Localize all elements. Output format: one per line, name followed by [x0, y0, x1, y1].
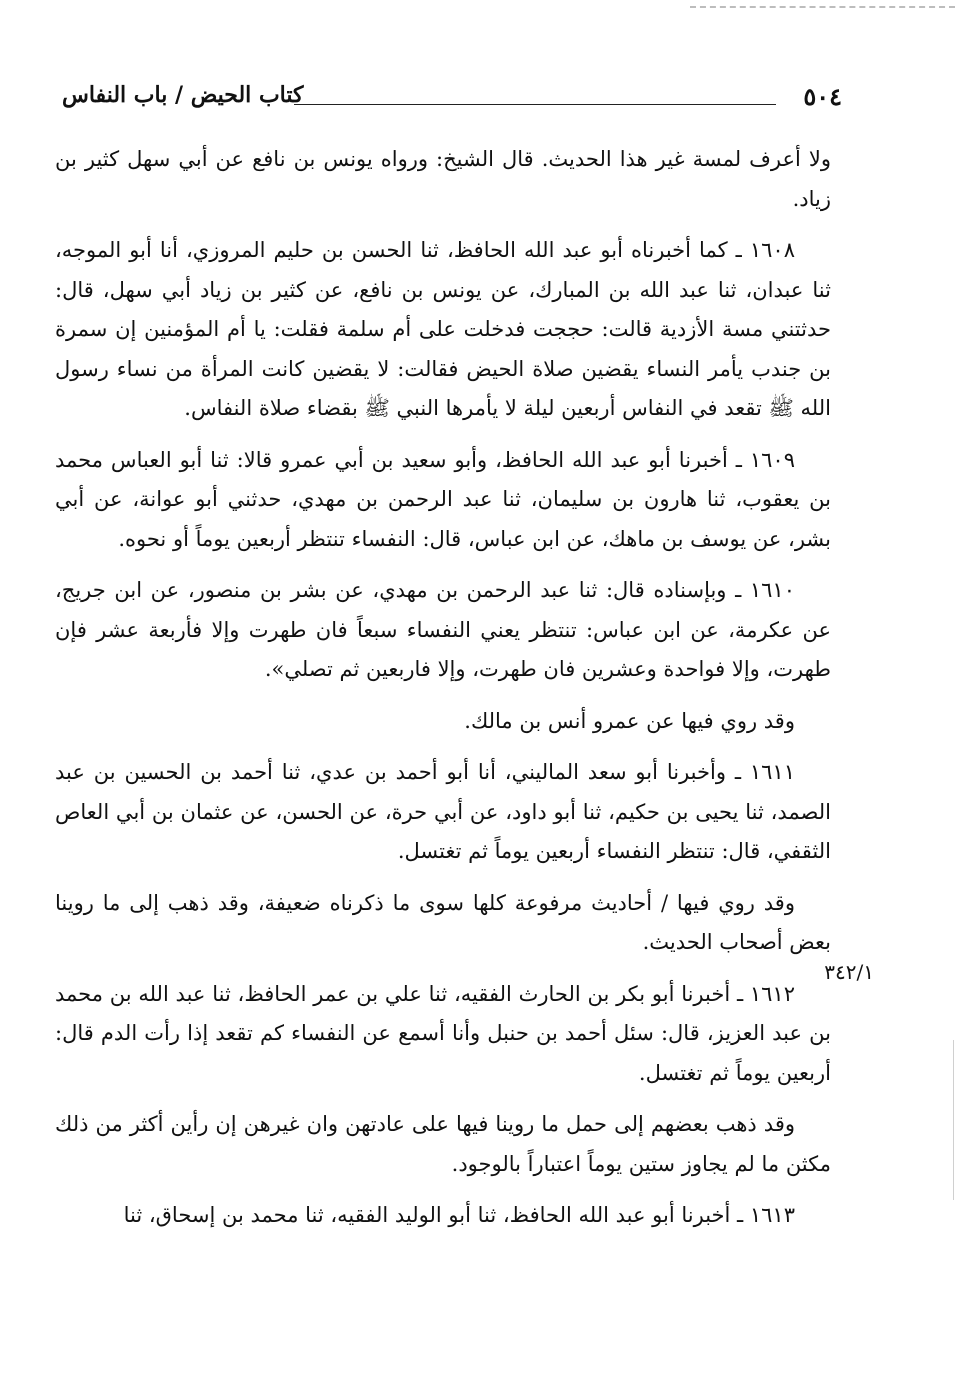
margin-reference: ٣٤٢/١: [824, 960, 874, 984]
hadith-1613: ١٦١٣ ـ أخبرنا أبو عبد الله الحافظ، ثنا أبو الوليد الفقيه، ثنا محمد بن إسحاق، ثنا: [123, 1203, 795, 1227]
paragraph-note-marfua: وقد روي فيها / أحاديث مرفوعة كلها سوى ما ذكرناه ضعيفة، وقد ذهب إلى ما روينا بعض أصحاب الحديث.: [55, 890, 831, 954]
page-number: ٥٠٤: [803, 82, 842, 111]
top-edge-dashes: [690, 6, 955, 8]
hadith-1612: ١٦١٢ ـ أخبرنا أبو بكر بن الحارث الفقيه، ثنا علي بن عمر الحافظ، ثنا عبد الله بن محمد بن عبد العزيز، قال: سئل أحمد بن حنبل وأنا أسمع عن النفساء كم تقعد إذا رأت الدم قال: أربعين يوماً ثم تغتسل.: [55, 981, 831, 1085]
header-rule: [294, 104, 776, 105]
hadith-1608: ١٦٠٨ ـ كما أخبرناه أبو عبد الله الحافظ، ثنا الحسن بن حليم المروزي، أنا أبو الموجه، ثنا عبدان، ثنا عبد الله بن المبارك، عن يونس بن نافع، عن كثير بن زياد أبي سهل، قال: حدثتني مسة الأزدية قالت: حججت فدخلت على أم سلمة فقلت: يا أم المؤمنين إن سمرة بن جندب يأمر النساء يقضين صلاة الحيض فقالت: لا يقضين كانت المرأة من نساء رسول الله ﷺ تقعد في النفاس أربعين ليلة لا يأمرها النبي ﷺ بقضاء صلاة النفاس.: [55, 238, 831, 420]
hadith-1610: ١٦١٠ ـ وبإسناده قال: ثنا عبد الرحمن بن مهدي، عن بشر بن منصور، عن ابن جريج، عن عكرمة، عن ابن عباس: تنتظر يعني النفساء سبعاً فان طهرت وإلا فأربعة عشر فإن طهرت، وإلا فواحدة وعشرين فان طهرت، وإلا فاربعين ثم تصلي».: [55, 578, 831, 681]
gutter-line: [953, 1040, 954, 1200]
paragraph-note-anas: وقد روي فيها عن عمرو أنس بن مالك.: [464, 708, 795, 733]
page-header: [62, 82, 842, 118]
body-text: [55, 140, 831, 1248]
paragraph-note-custom: وقد ذهب بعضهم إلى حمل ما روينا فيها على عادتهن وان غيرهن إن رأين أكثر من ذلك مكثن ما لم يجاوز ستين يوماً اعتباراً بالوجود.: [55, 1112, 831, 1176]
hadith-1611: ١٦١١ ـ وأخبرنا أبو سعد الماليني، أنا أبو أحمد بن عدي، ثنا أحمد بن الحسين بن عبد الصمد، ثنا يحيى بن حكيم، ثنا أبو داود، عن أبي حرة، عن الحسن، عن عثمان بن أبي العاص الثقفي، قال: تنتظر النفساء أربعين يوماً ثم تغتسل.: [55, 760, 831, 863]
running-title: كتاب الحيض / باب النفاس: [62, 82, 304, 108]
hadith-1609: ١٦٠٩ ـ أخبرنا أبو عبد الله الحافظ، وأبو سعيد بن أبي عمرو قالا: ثنا أبو العباس محمد بن يعقوب، ثنا هارون بن سليمان، ثنا عبد الرحمن بن مهدي، حدثني أبو عوانة، عن أبي بشر، عن يوسف بن ماهك، عن ابن عباس، قال: النفساء تنتظر أربعين يوماً أو نحوه.: [55, 447, 831, 551]
paragraph-continuation: ولا أعرف لمسة غير هذا الحديث. قال الشيخ: ورواه يونس بن نافع عن أبي سهل كثير بن زياد.: [55, 147, 831, 211]
